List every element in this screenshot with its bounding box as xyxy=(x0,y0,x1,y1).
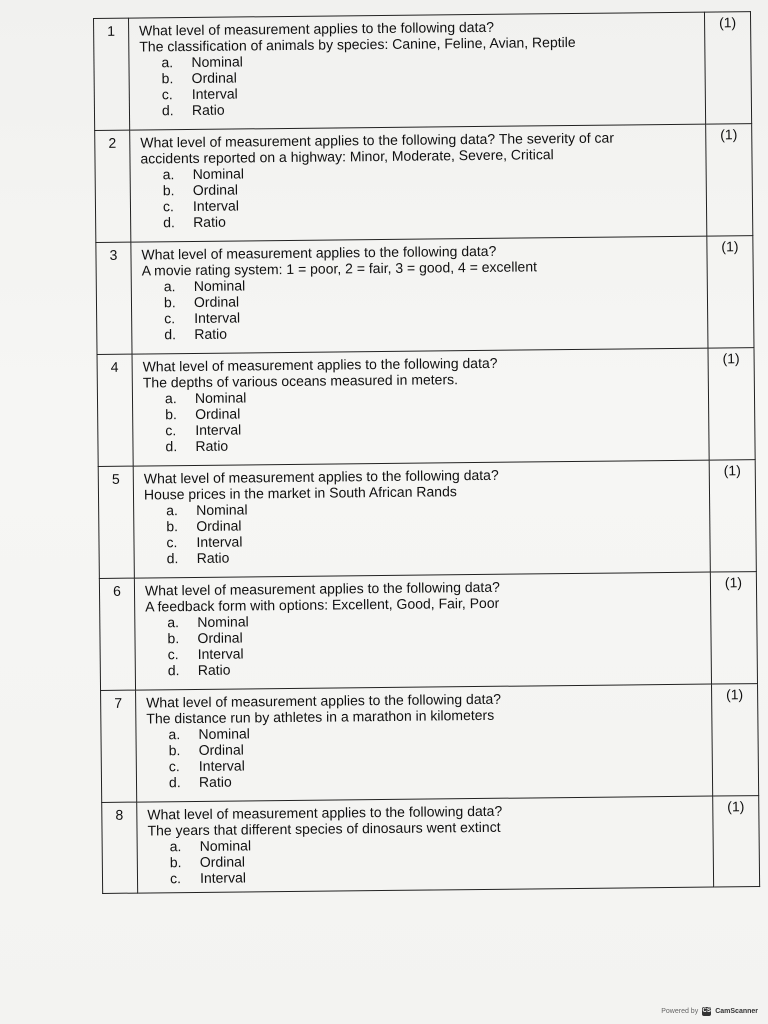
option-text: Interval xyxy=(199,869,247,886)
option-list xyxy=(143,385,703,455)
question-body xyxy=(137,796,714,893)
option-letter: b. xyxy=(166,518,179,535)
question-marks: (1) xyxy=(706,124,753,236)
option-text: Ratio xyxy=(191,101,225,118)
question-number: 8 xyxy=(102,802,138,893)
option-letter: b. xyxy=(165,406,177,423)
option-letter: b. xyxy=(167,630,180,647)
option-letter: b. xyxy=(168,742,181,759)
question-stem: What level of measurement applies to the following data? xyxy=(144,578,500,599)
question-row xyxy=(94,12,752,131)
question-number: 4 xyxy=(97,354,133,466)
option-text: Interval xyxy=(196,533,243,550)
question-stem: What level of measurement applies to the following data? xyxy=(141,242,497,263)
option-letter: a. xyxy=(163,278,176,295)
question-row xyxy=(99,572,757,691)
option-text: Ratio xyxy=(196,549,230,566)
option-letter: b. xyxy=(161,70,174,87)
question-stem: What level of measurement applies to the following data? xyxy=(146,690,502,711)
question-marks: (1) xyxy=(713,796,760,887)
option-list xyxy=(145,609,705,679)
question-table xyxy=(93,11,760,894)
option-text: Nominal xyxy=(198,725,250,742)
question-detail: The depths of various oceans measured in meters. xyxy=(142,371,459,391)
camscanner-name: CamScanner xyxy=(715,1008,758,1015)
option-letter: c. xyxy=(165,422,177,439)
option-letter: d. xyxy=(165,438,178,455)
question-row xyxy=(97,348,755,467)
option-letter: d. xyxy=(164,326,177,343)
question-marks: (1) xyxy=(708,348,755,460)
question-detail: A movie rating system: 1 = poor, 2 = fair, 3 = good, 4 = excellent xyxy=(141,258,538,279)
option-letter: a. xyxy=(167,614,180,631)
question-detail: The years that different species of dinosaurs went extinct xyxy=(147,818,501,839)
camscanner-logo-icon: CS xyxy=(702,1008,711,1014)
option-letter: c. xyxy=(166,534,178,551)
question-body xyxy=(131,236,708,354)
question-detail: The distance run by athletes in a marathon in kilometers xyxy=(146,706,495,727)
option-text: Nominal xyxy=(192,165,245,182)
option-text: Ordinal xyxy=(197,629,243,646)
question-detail: accidents reported on a highway: Minor, Moderate, Severe, Critical xyxy=(140,146,554,167)
option-text: Nominal xyxy=(193,277,246,294)
option-letter: a. xyxy=(169,838,182,855)
option-text: Nominal xyxy=(199,837,252,854)
question-number: 5 xyxy=(98,466,134,578)
option-text: Ordinal xyxy=(195,405,241,422)
option-text: Ordinal xyxy=(192,181,239,198)
option-list xyxy=(139,49,699,119)
question-marks: (1) xyxy=(707,236,754,348)
option-text: Interval xyxy=(191,85,238,102)
powered-by-text: Powered by xyxy=(661,1008,699,1015)
option-list xyxy=(146,721,706,791)
option-text: Ratio xyxy=(197,661,231,678)
question-marks: (1) xyxy=(709,460,756,572)
option-letter: d. xyxy=(168,774,181,791)
question-row xyxy=(102,796,760,894)
option-letter: d. xyxy=(161,102,174,119)
option-letter: d. xyxy=(167,662,180,679)
question-body xyxy=(136,684,713,802)
option-letter: c. xyxy=(168,758,180,775)
question-number: 1 xyxy=(94,18,130,130)
question-row xyxy=(95,124,753,243)
option-letter: a. xyxy=(168,726,181,743)
option-text: Interval xyxy=(198,757,245,774)
option-letter: b. xyxy=(169,854,182,871)
question-marks: (1) xyxy=(704,12,751,124)
option-text: Interval xyxy=(195,421,242,438)
option-letter: c. xyxy=(162,198,174,215)
question-body xyxy=(129,12,706,130)
option-letter: a. xyxy=(164,390,177,407)
option-text: Nominal xyxy=(196,501,248,518)
option-letter: b. xyxy=(162,182,175,199)
question-table-body xyxy=(94,12,760,894)
question-stem: What level of measurement applies to the following data? xyxy=(147,802,503,823)
question-number: 6 xyxy=(99,578,135,690)
option-letter: d. xyxy=(163,214,175,231)
option-text: Ordinal xyxy=(199,853,246,870)
question-detail: The classification of animals by species: Canine, Feline, Avian, Reptile xyxy=(139,33,576,55)
option-text: Ratio xyxy=(195,437,229,454)
option-text: Ratio xyxy=(194,325,228,342)
option-text: Nominal xyxy=(197,613,249,630)
option-letter: c. xyxy=(161,86,173,103)
question-body xyxy=(134,572,711,690)
option-letter: a. xyxy=(166,502,178,519)
option-letter: c. xyxy=(169,870,181,887)
option-letter: a. xyxy=(162,166,175,183)
option-text: Ordinal xyxy=(193,293,240,310)
question-body xyxy=(132,348,709,466)
question-row xyxy=(98,460,756,579)
question-stem: What level of measurement applies to the following data? xyxy=(139,18,495,39)
question-number: 3 xyxy=(96,242,132,354)
option-letter: a. xyxy=(161,54,174,71)
option-letter: d. xyxy=(166,550,179,567)
option-letter: c. xyxy=(164,310,176,327)
question-body xyxy=(130,124,707,242)
question-marks: (1) xyxy=(710,572,757,684)
option-letter: c. xyxy=(167,646,179,663)
question-stem: What level of measurement applies to the following data? xyxy=(142,354,498,375)
option-text: Ordinal xyxy=(191,69,237,86)
question-detail: House prices in the market in South African Rands xyxy=(143,483,457,503)
option-text: Ratio xyxy=(193,213,226,230)
scanner-watermark xyxy=(661,1007,758,1016)
option-list xyxy=(144,497,704,567)
question-stem: What level of measurement applies to the following data? xyxy=(143,466,499,487)
question-number: 2 xyxy=(95,130,131,242)
question-row xyxy=(96,236,754,355)
question-stem: What level of measurement applies to the following data? The severity of car xyxy=(140,129,615,151)
option-text: Ordinal xyxy=(196,517,242,534)
option-text: Interval xyxy=(194,309,241,326)
option-list xyxy=(142,273,702,343)
option-text: Nominal xyxy=(191,53,243,70)
option-text: Interval xyxy=(197,645,244,662)
option-text: Interval xyxy=(192,197,239,214)
option-letter: b. xyxy=(163,294,176,311)
option-text: Ratio xyxy=(198,773,232,790)
option-list xyxy=(141,161,701,231)
question-row xyxy=(101,684,759,803)
option-list xyxy=(148,833,707,887)
option-text: Ordinal xyxy=(198,741,244,758)
question-marks: (1) xyxy=(712,684,759,796)
question-number: 7 xyxy=(101,690,137,802)
question-detail: A feedback form with options: Excellent, Good, Fair, Poor xyxy=(145,594,500,615)
option-text: Nominal xyxy=(194,389,247,406)
question-body xyxy=(133,460,710,578)
